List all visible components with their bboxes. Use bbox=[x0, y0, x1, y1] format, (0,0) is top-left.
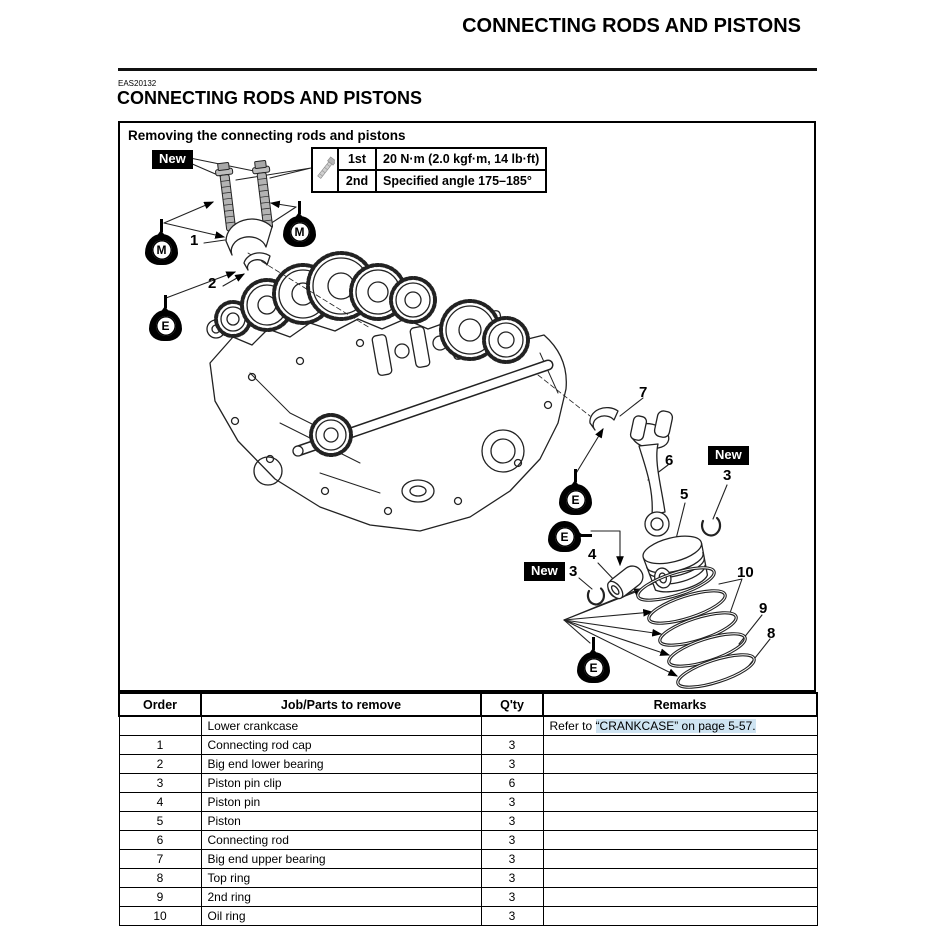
callout-7: 7 bbox=[639, 384, 648, 401]
pin-clip-drawing bbox=[588, 589, 604, 605]
column-header-qty: Q'ty bbox=[481, 693, 543, 716]
callout-5: 5 bbox=[680, 486, 689, 503]
new-part-badge: New bbox=[524, 562, 565, 581]
callout-4: 4 bbox=[588, 546, 597, 563]
engine-exploded-diagram bbox=[120, 123, 814, 690]
callout-3: 3 bbox=[723, 467, 732, 484]
figure-title: Removing the connecting rods and pistons bbox=[128, 128, 406, 143]
molybdenum-oil-icon: M bbox=[282, 201, 318, 249]
engine-oil-icon: E bbox=[576, 637, 612, 685]
pin-clip-drawing bbox=[702, 518, 720, 535]
callout-8: 8 bbox=[767, 625, 776, 642]
callout-9: 9 bbox=[759, 600, 768, 617]
table-row: 6 Connecting rod 3 bbox=[119, 831, 817, 850]
table-row: 7 Big end upper bearing 3 bbox=[119, 850, 817, 869]
table-row: 9 2nd ring 3 bbox=[119, 888, 817, 907]
table-row: 1 Connecting rod cap 3 bbox=[119, 736, 817, 755]
crankcase-page-link[interactable]: “CRANKCASE” on page 5-57. bbox=[595, 719, 756, 733]
new-part-badge: New bbox=[152, 150, 193, 169]
torque-value-2: Specified angle 175–185° bbox=[376, 170, 546, 192]
callout-6: 6 bbox=[665, 452, 674, 469]
page-header-title: CONNECTING RODS AND PISTONS bbox=[462, 15, 801, 37]
bolt-icon bbox=[312, 148, 338, 192]
upper-bearing-drawing bbox=[590, 408, 618, 430]
column-header-job: Job/Parts to remove bbox=[201, 693, 481, 716]
section-title: CONNECTING RODS AND PISTONS bbox=[117, 88, 423, 108]
callout-10: 10 bbox=[737, 564, 754, 581]
section-code: EAS20132 bbox=[118, 79, 157, 88]
torque-step-2: 2nd bbox=[338, 170, 376, 192]
table-header-row bbox=[119, 693, 817, 716]
lower-bearing-drawing bbox=[244, 253, 270, 270]
callout-3: 3 bbox=[569, 563, 578, 580]
column-header-order: Order bbox=[119, 693, 201, 716]
engine-oil-icon: E bbox=[148, 295, 184, 343]
figure-removing-connecting-rods bbox=[118, 121, 816, 692]
molybdenum-oil-icon: M bbox=[144, 219, 180, 267]
torque-value-1: 20 N·m (2.0 kgf·m, 14 lb·ft) bbox=[376, 148, 546, 170]
table-row: 4 Piston pin 3 bbox=[119, 793, 817, 812]
column-header-remarks: Remarks bbox=[543, 693, 817, 716]
job-parts-table bbox=[118, 692, 818, 926]
new-part-badge: New bbox=[708, 446, 749, 465]
table-row: 2 Big end lower bearing 3 bbox=[119, 755, 817, 774]
table-row: 3 Piston pin clip 6 bbox=[119, 774, 817, 793]
engine-oil-icon: E bbox=[558, 469, 594, 517]
callout-1: 1 bbox=[190, 232, 199, 249]
table-row: Lower crankcase Refer to “CRANKCASE” on page 5-57. bbox=[119, 716, 817, 736]
connecting-rod-drawing bbox=[629, 410, 674, 536]
remarks-cell: Refer to “CRANKCASE” on page 5-57. bbox=[543, 716, 817, 736]
table-row: 8 Top ring 3 bbox=[119, 869, 817, 888]
torque-step-1: 1st bbox=[338, 148, 376, 170]
engine-oil-icon: E bbox=[548, 513, 584, 561]
table-row: 5 Piston 3 bbox=[119, 812, 817, 831]
torque-spec-table bbox=[311, 147, 547, 193]
header-divider bbox=[118, 68, 817, 71]
piston-pin-drawing bbox=[604, 562, 647, 602]
table-row: 10 Oil ring 3 bbox=[119, 907, 817, 926]
callout-2: 2 bbox=[208, 275, 217, 292]
